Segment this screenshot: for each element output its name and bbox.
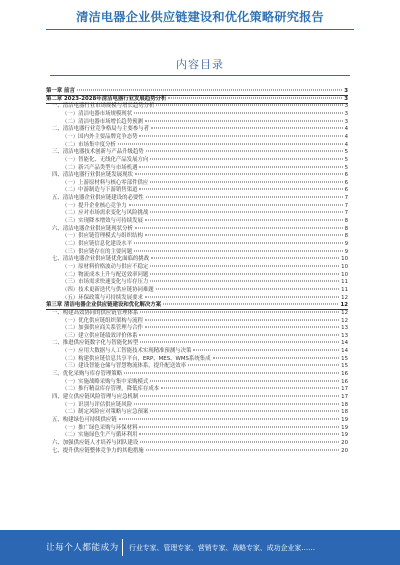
- toc-leader-dots: [134, 243, 342, 244]
- toc-entry-page: 10: [341, 271, 348, 278]
- toc-entry-label: （二）构建供应链信息共享平台，ERP、MES、WMS系统集成: [62, 355, 211, 362]
- toc-entry-label: 四、清洁电器行业供应链发展现状: [52, 172, 133, 179]
- toc-entry-label: （一）提升企业核心竞争力: [62, 202, 127, 209]
- toc-entry-label: （四）技术更新迭代与供应链协同难题: [62, 286, 154, 293]
- toc-entry[interactable]: [52, 172, 348, 179]
- toc-entry[interactable]: [62, 325, 348, 332]
- toc-entry-label: （一）原材料价格波动与供应不稳定: [62, 263, 149, 270]
- toc-entry-page: 5: [344, 149, 348, 156]
- toc-entry-label: （五）环保政策与可持续发展要求: [62, 294, 143, 301]
- toc-entry-label: 六、清洁电器企业供应链现状分析: [52, 225, 133, 232]
- toc-leader-dots: [150, 265, 339, 266]
- toc-entry[interactable]: [52, 126, 348, 133]
- toc-entry-label: （二）应对市场需求变化与风险挑战: [62, 210, 149, 217]
- page-footer: [0, 530, 400, 565]
- toc-leader-dots: [146, 449, 339, 450]
- toc-leader-dots: [145, 319, 339, 320]
- toc-entry-label: 第三章 清洁电器企业供应链建设和优化解决方案: [46, 302, 162, 309]
- toc-entry-page: 7: [344, 210, 348, 217]
- toc-entry-page: 6: [344, 187, 348, 194]
- toc-leader-dots: [163, 304, 338, 305]
- toc-entry[interactable]: [62, 241, 348, 248]
- footer-divider: [122, 539, 123, 556]
- toc-leader-dots: [150, 380, 339, 381]
- toc-entry[interactable]: [62, 402, 348, 409]
- toc-entry[interactable]: [62, 111, 348, 118]
- toc-leader-dots: [134, 403, 339, 404]
- toc-leader-dots: [150, 212, 342, 213]
- toc-entry-label: （二）实施绿色生产与循环利用: [62, 432, 138, 439]
- toc-entry[interactable]: [62, 348, 348, 355]
- toc-entry-page: 8: [344, 233, 348, 240]
- toc-entry-label: （二）物流成本上升与配送效率问题: [62, 271, 149, 278]
- toc-entry-label: 一、清洁电器行业市场规模与增长趋势分析: [52, 103, 155, 110]
- toc-entry[interactable]: [62, 142, 348, 149]
- toc-entry-page: 17: [341, 394, 348, 400]
- toc-entry-page: 19: [341, 424, 348, 431]
- toc-entry[interactable]: [62, 279, 348, 286]
- page-header: [0, 0, 400, 34]
- toc-entry[interactable]: [62, 432, 348, 439]
- toc-leader-dots: [139, 334, 339, 335]
- toc-title-divider: [50, 75, 350, 76]
- toc-leader-dots: [118, 143, 343, 144]
- toc-entry-page: 3: [344, 103, 348, 110]
- toc-leader-dots: [139, 135, 342, 136]
- toc-entry-page: 12: [341, 309, 348, 316]
- toc-leader-dots: [134, 250, 342, 251]
- toc-entry-label: （三）建立供应链绩效评价体系: [62, 332, 138, 339]
- toc-entry-page: 14: [341, 340, 348, 347]
- toc-entry-label: 三、优化采购与库存管理策略: [52, 371, 123, 378]
- toc-entry-label: （一）识别与评估供应链风险: [62, 401, 133, 408]
- toc-entry-label: （一）国内外主要品牌竞争态势: [62, 133, 138, 140]
- toc-leader-dots: [145, 120, 343, 121]
- toc-entry[interactable]: [62, 272, 348, 279]
- toc-entry-page: 5: [344, 164, 348, 171]
- toc-leader-dots: [161, 388, 339, 389]
- toc-entry[interactable]: [62, 203, 348, 210]
- toc-leader-dots: [150, 181, 342, 182]
- toc-entry-page: 7: [344, 195, 348, 202]
- toc-entry-page: 19: [341, 416, 348, 423]
- toc-leader-dots: [135, 174, 343, 175]
- toc-leader-dots: [124, 373, 339, 374]
- toc-entry-page: 3: [344, 88, 348, 94]
- toc-leader-dots: [156, 288, 339, 289]
- toc-entry-label: （三）供应链存在的主要问题: [62, 248, 133, 255]
- toc-entry-page: 18: [341, 409, 348, 416]
- toc-title: 内容目录: [176, 58, 224, 71]
- toc-leader-dots: [168, 97, 342, 98]
- toc-entry-label: 二、推进供应链数字化与智能化转型: [52, 340, 139, 347]
- toc-entry-label: （二）新兴产品类型与市场机遇: [62, 164, 138, 171]
- toc-leader-dots: [129, 204, 343, 205]
- toc-leader-dots: [213, 357, 340, 358]
- toc-entry-label: （一）供应链管理模式与组织结构: [62, 233, 143, 240]
- report-title: 清洁电器企业供应链建设和优化策略研究报告: [76, 10, 324, 24]
- toc-entry-label: 一、构建高效协同的供应链管理体系: [52, 309, 139, 316]
- toc-entry-page: 5: [344, 156, 348, 163]
- toc-entry-label: （三）实现降本增效与可持续发展: [62, 218, 143, 225]
- toc-entry-label: （三）市场需求快速变化与库存压力: [62, 279, 149, 286]
- toc-entry-page: 11: [341, 279, 348, 286]
- toc-leader-dots: [145, 296, 339, 297]
- toc-entry[interactable]: [52, 340, 348, 347]
- toc-entry-label: 第二章 2023-2028年清洁电器行业发展趋势分析: [46, 95, 167, 102]
- toc-entry[interactable]: [62, 264, 348, 271]
- toc-entry-label: （一）应用大数据与人工智能技术实现精准预测与决策: [62, 348, 192, 355]
- toc-entry-label: （三）建设智能仓储与智慧物流体系，提升配送效率: [62, 363, 186, 370]
- toc-entry-page: 6: [344, 172, 348, 179]
- toc-entry-page: 12: [340, 302, 348, 309]
- toc-entry-page: 7: [344, 202, 348, 209]
- toc-leader-dots: [150, 281, 339, 282]
- toc-entry-label: 第一章 前言: [46, 88, 75, 94]
- toc-entry-page: 3: [344, 95, 348, 102]
- toc-entry-page: 11: [341, 286, 348, 293]
- toc-entry-page: 12: [341, 294, 348, 301]
- toc-entry-label: （一）优化供应链组织架构与流程: [62, 317, 143, 324]
- toc-entry-page: 20: [341, 447, 348, 454]
- toc-entry-page: 16: [341, 378, 348, 385]
- toc-entry-page: 12: [341, 317, 348, 324]
- toc-entry-label: 六、加强供应链人才培养与团队建设: [52, 439, 139, 446]
- toc-entry-page: 17: [341, 386, 348, 393]
- toc-entry-label: 三、清洁电器技术创新与产品升级趋势: [52, 149, 144, 156]
- toc-entry-page: 3: [344, 118, 348, 125]
- toc-entry[interactable]: [62, 356, 348, 363]
- toc-entry-label: （一）上游原材料与核心零部件供应: [62, 179, 149, 186]
- toc-entry-page: 16: [341, 371, 348, 378]
- toc-entry-label: （二）制定风险应对策略与应急预案: [62, 409, 149, 416]
- toc-entry-label: 七、清洁电器企业供应链优化面临的挑战: [52, 256, 150, 263]
- toc-entry-label: 二、清洁电器行业竞争格局与主要参与者: [52, 126, 150, 133]
- toc-leader-dots: [134, 112, 342, 113]
- toc-leader-dots: [139, 434, 339, 435]
- header-divider: [46, 29, 354, 30]
- toc-entry[interactable]: [62, 233, 348, 240]
- toc-entry-label: （二）供应链信息化建设水平: [62, 241, 133, 247]
- toc-leader-dots: [77, 90, 342, 91]
- toc-entry[interactable]: [62, 157, 348, 164]
- toc-entry-page: 15: [341, 355, 348, 362]
- toc-leader-dots: [151, 258, 339, 259]
- toc-entry[interactable]: [52, 440, 348, 447]
- toc-entry-label: （二）市场集中度分析: [62, 141, 116, 148]
- toc-entry-page: 9: [344, 248, 348, 255]
- toc-entry[interactable]: [62, 333, 348, 340]
- toc-entry-page: 8: [344, 218, 348, 225]
- toc-entry[interactable]: [52, 195, 348, 202]
- toc-entry[interactable]: [52, 256, 348, 263]
- toc-entry[interactable]: [62, 119, 348, 126]
- toc-entry[interactable]: [62, 180, 348, 187]
- toc-leader-dots: [139, 426, 339, 427]
- toc-entry-page: 6: [344, 179, 348, 186]
- toc-leader-dots: [139, 166, 342, 167]
- toc-entry[interactable]: [62, 249, 348, 256]
- toc-entry[interactable]: [62, 425, 348, 432]
- toc-leader-dots: [150, 158, 342, 159]
- toc-leader-dots: [119, 418, 339, 419]
- toc-entry[interactable]: [62, 187, 348, 194]
- toc-entry-label: （二）加强供应商关系管理与合作: [62, 325, 143, 332]
- toc-leader-dots: [146, 197, 343, 198]
- toc-entry-label: 五、清洁电器企业供应链建设的必要性: [52, 195, 144, 202]
- toc-entry-page: 3: [344, 110, 348, 117]
- toc-entry-page: 4: [344, 133, 348, 140]
- toc-entry[interactable]: [62, 409, 348, 416]
- toc-leader-dots: [140, 441, 339, 442]
- toc-entry-page: 10: [341, 256, 348, 263]
- toc-leader-dots: [146, 151, 343, 152]
- footer-slogan: 让每个人都能成为: [46, 543, 119, 553]
- toc-leader-dots: [140, 311, 339, 312]
- toc-leader-dots: [139, 189, 342, 190]
- toc-entry-page: 18: [341, 401, 348, 408]
- toc-entry-page: 13: [341, 332, 348, 339]
- toc-entry-page: 14: [341, 348, 348, 355]
- toc-entry-label: （一）实施战略采购与集中采购模式: [62, 378, 149, 385]
- toc-entry[interactable]: [62, 210, 348, 217]
- toc-leader-dots: [193, 350, 339, 351]
- toc-entry[interactable]: [52, 103, 348, 110]
- toc-entry-label: 七、提升供应链整体竞争力的其他措施: [52, 447, 144, 454]
- toc-entry-page: 9: [344, 241, 348, 247]
- toc-entry-page: 4: [344, 126, 348, 133]
- toc-leader-dots: [135, 227, 343, 228]
- toc-entry[interactable]: [62, 386, 348, 393]
- toc-entry-label: 四、建立供应链风险管理与应急机制: [52, 394, 139, 400]
- toc-leader-dots: [150, 273, 339, 274]
- toc-entry-label: （一）推广绿色采购与环保材料: [62, 424, 138, 431]
- toc-entry[interactable]: [62, 218, 348, 225]
- toc-entry-page: 20: [341, 439, 348, 446]
- toc-leader-dots: [151, 128, 343, 129]
- toc-leader-dots: [145, 220, 343, 221]
- toc-entry[interactable]: [62, 363, 348, 370]
- toc-entry-label: （二）中游制造与下游销售渠道: [62, 187, 138, 194]
- toc-entry[interactable]: [62, 379, 348, 386]
- toc-entry[interactable]: [62, 318, 348, 325]
- toc-leader-dots: [140, 342, 339, 343]
- toc-entry[interactable]: [52, 310, 348, 317]
- toc-entry[interactable]: [52, 226, 348, 233]
- toc-entry-page: 4: [344, 141, 348, 148]
- toc-entry-page: 19: [341, 432, 348, 439]
- toc-leader-dots: [145, 235, 343, 236]
- toc-entry[interactable]: [52, 394, 348, 401]
- toc-entry[interactable]: [62, 295, 348, 302]
- toc-entry-page: 10: [341, 263, 348, 270]
- toc-entry[interactable]: [62, 134, 348, 141]
- toc-entry-label: （二）清洁电器市场增长趋势预测: [62, 118, 143, 125]
- toc-entry[interactable]: [52, 149, 348, 156]
- toc-entry-page: 15: [341, 363, 348, 370]
- toc-leader-dots: [156, 105, 342, 106]
- toc-entry[interactable]: [62, 287, 348, 294]
- toc-entry-label: 五、构建绿色可持续供应链: [52, 416, 117, 423]
- toc-entry-label: （二）推行精益库存管理，降低库存成本: [62, 386, 160, 393]
- toc-entry[interactable]: [52, 371, 348, 378]
- toc-leader-dots: [140, 396, 339, 397]
- toc-entry-page: 13: [341, 325, 348, 332]
- toc-entry[interactable]: [52, 448, 348, 455]
- toc-entry-page: 8: [344, 225, 348, 232]
- toc-leader-dots: [150, 411, 339, 412]
- toc-leader-dots: [188, 365, 339, 366]
- toc-leader-dots: [145, 327, 339, 328]
- toc-entry-label: （一）智能化、无线化产品发展方向: [62, 156, 149, 163]
- footer-tagline: 行业专家、管理专家、营销专家、战略专家、成功企业家……: [129, 544, 316, 552]
- toc-entry[interactable]: [62, 165, 348, 172]
- toc-entry[interactable]: [52, 417, 348, 424]
- toc-entry-label: （一）清洁电器市场规模现状: [62, 110, 133, 117]
